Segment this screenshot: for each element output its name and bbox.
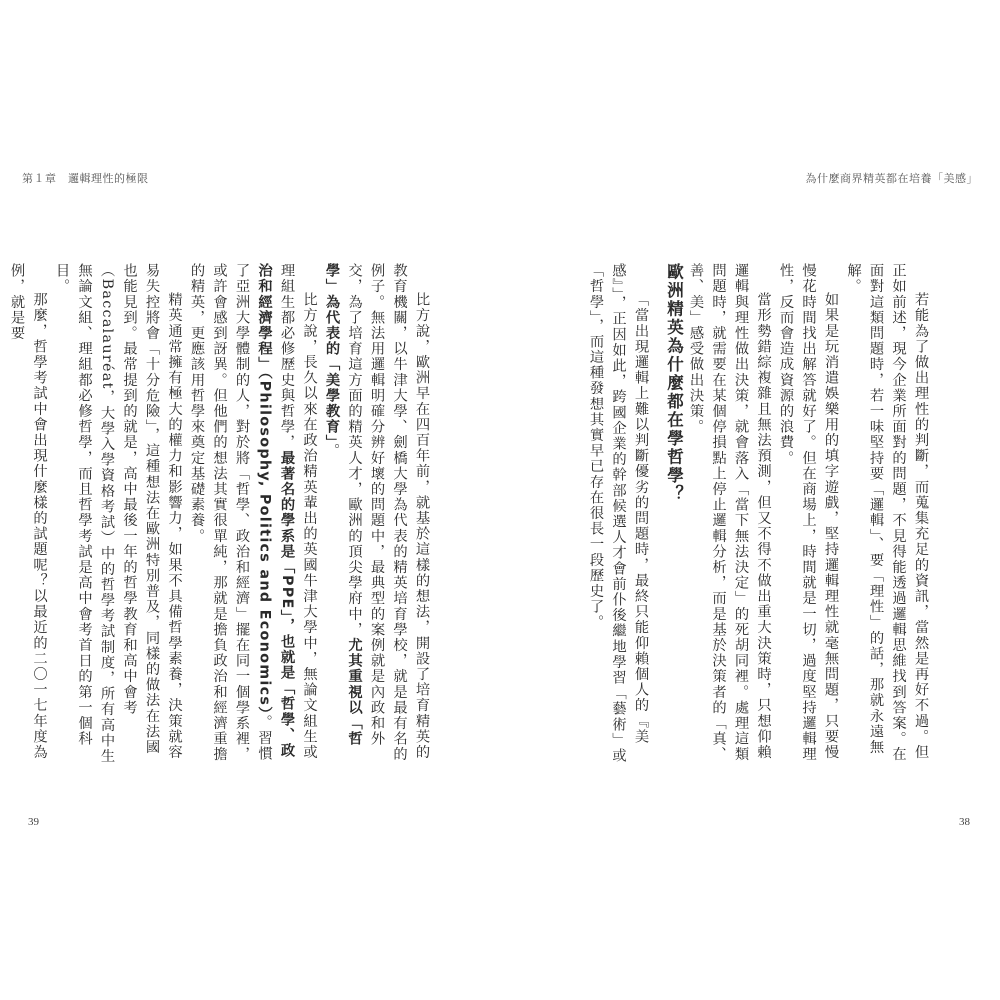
text-run: 那麼，哲學考試中會出現什麼樣的試題呢？以最近的二〇一七年度為例，就是要 <box>9 263 48 760</box>
bold-text-run: 尤其重視以「哲學」為代表的「美學教育」 <box>324 263 363 747</box>
text-run: 。 <box>324 443 340 459</box>
text-run: 精英通常擁有極大的權力和影響力，如果不具備哲學素養，決策就容易失控將會「十分危險」，這種想法在歐洲特別普及，同樣的做法在法國也能見到。最常提到的就是，高中最後一年的哲學教育和高中會考（Baccalauréat，大學入學資格考試）中的哲學考試制度，所有高中生無論文組、理組都必修哲學，而且哲學考試是高中會考首日的第一個科目。 <box>54 263 183 765</box>
body-text <box>9 263 433 768</box>
paragraph: 如果是玩消遣娛樂用的填字遊戲，堅持邏輯理性就毫無問題，只要慢慢花時間找出解答就好了。但在商場上，時間就是一切，過度堅持邏輯理性，反而會造成資源的浪費。 <box>778 263 839 763</box>
section-heading: 歐洲精英為什麼都在學哲學？ <box>664 263 684 504</box>
paragraph: 「當出現邏輯上難以判斷優劣的問題時，最終只能仰賴個人的『美感』」，正因如此，跨國企業的幹部候選人才會前仆後繼地學習「藝術」或「哲學」，而這種發想其實早已存在很長一段歷史了。 <box>588 263 649 764</box>
paragraph <box>6 263 51 768</box>
paragraph <box>186 263 321 768</box>
running-header: 第１章 邏輯理性的極限 <box>22 172 149 185</box>
paragraph <box>321 263 434 768</box>
right-page <box>500 0 1000 1000</box>
page-number: 38 <box>959 816 970 828</box>
bold-text-run: 最著名的學系是「PPE」，也就是「哲學、政治和經濟學程」（Philosophy, Politics and Economics） <box>256 263 295 759</box>
text-run: 比方說，長久以來在政治精英輩出的英國牛津大學中，無論文組生或理組生都必修歷史與哲學， <box>279 263 318 760</box>
text-run: 。習慣了亞洲大學體制的人，對於將「哲學、政治和經濟」擺在同一個學系裡，或許會感到訝異。但他們的想法其實很單純，那就是擔負政治和經濟重擔的精英，更應該用哲學來奠定基礎素養。 <box>189 263 273 763</box>
page-number: 39 <box>28 816 39 828</box>
paragraph: 當形勢錯綜複雜且無法預測，但又不得不做出重大決策時，只想仰賴邏輯與理性做出決策，就會落入「當下無法決定」的死胡同裡。處理這類問題時，就需要在某個停損點上停止邏輯分析，而是基於決策者的「真、善、美」感受做出決策。 <box>688 263 772 763</box>
paragraph: 若能為了做出理性的判斷，而蒐集充足的資訊，當然是再好不過。但正如前述，現今企業所面對的問題，不見得能透過邏輯思維找到答案。在面對這類問題時，若一味堅持要「邏輯」、要「理性」的話，那就永遠無解。 <box>845 263 929 763</box>
text-run: 比方說，歐洲早在四百年前，就基於這樣的想法，開設了培育精英的教育機關，以牛津大學、劍橋大學為代表的精英培育學校，就是最有名的例子。無法用邏輯明確分辨好壞的問題中，最典型的案例就是內政和外交，為了培育這方面的精英人才，歐洲的頂尖學府中， <box>346 263 430 763</box>
body-text <box>588 263 932 768</box>
paragraph <box>51 263 186 768</box>
running-header: 為什麼商界精英都在培養「美感」 <box>805 172 978 185</box>
